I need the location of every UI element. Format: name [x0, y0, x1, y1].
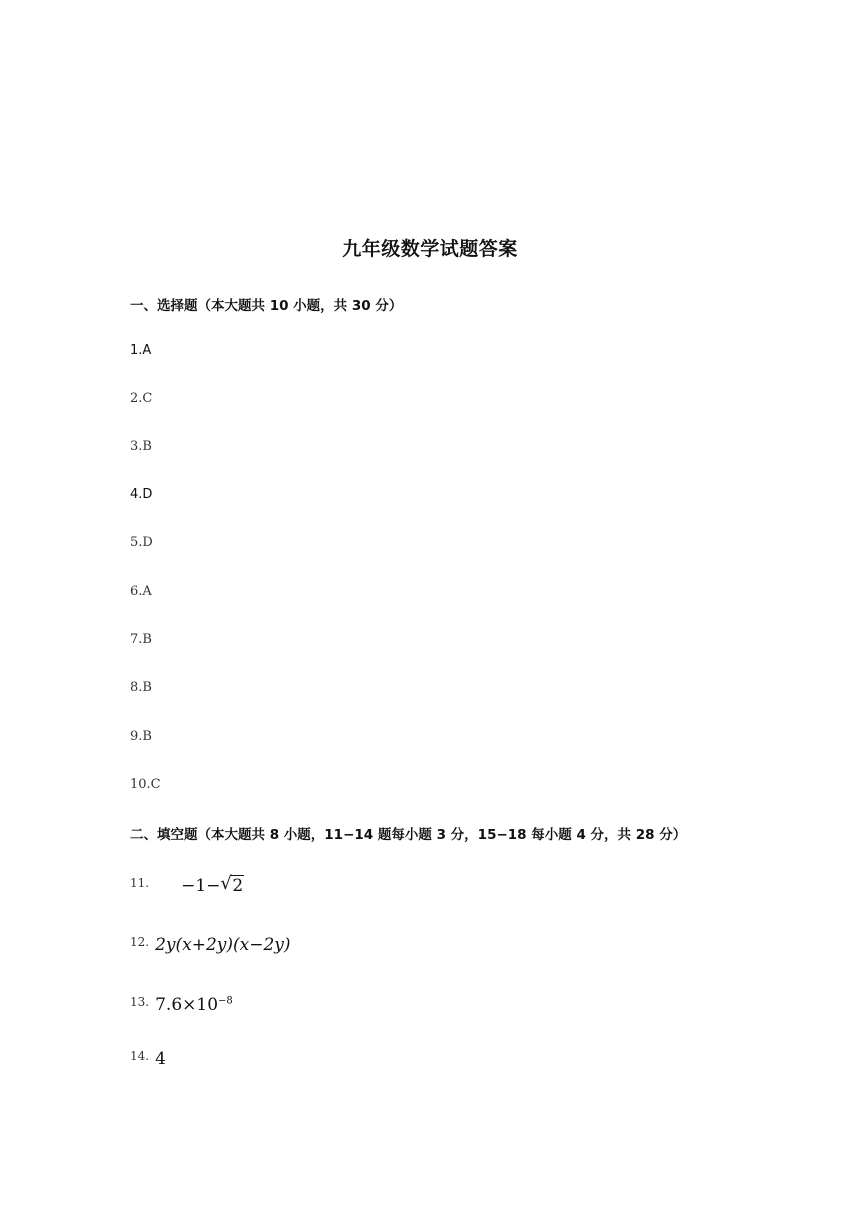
answer-1: 1.A — [130, 343, 152, 358]
answer-10: 10.C — [130, 777, 161, 792]
answer-13-exponent: −8 — [218, 995, 233, 1007]
item-number: 13. — [130, 995, 150, 1009]
answer-6: 6.A — [130, 584, 152, 599]
item-number: 14. — [130, 1049, 150, 1063]
answer-3: 3.B — [130, 439, 152, 454]
answer-11-radicand: 2 — [232, 876, 244, 896]
answer-11-formula — [181, 873, 244, 896]
sqrt-symbol: √ 2 — [220, 873, 244, 896]
answer-2: 2.C — [130, 391, 153, 406]
answer-12-formula: 2y(x+2y)(x−2y) — [155, 935, 291, 955]
fill-item-13 — [130, 995, 233, 1015]
answer-9: 9.B — [130, 729, 152, 744]
section-2-heading: 二、填空题（本大题共 8 小题，11−14 题每小题 3 分，15−18 每小题 4 分，共 28 分） — [130, 827, 687, 843]
section-1-heading: 一、选择题（本大题共 10 小题，共 30 分） — [130, 298, 403, 314]
answer-7: 7.B — [130, 632, 152, 647]
fill-item-12 — [130, 935, 291, 955]
answer-13-formula — [155, 995, 233, 1015]
item-number: 12. — [130, 935, 150, 949]
fill-item-14 — [130, 1049, 166, 1069]
fill-item-11 — [130, 873, 244, 896]
answer-8: 8.B — [130, 680, 152, 695]
answer-13-mantissa: 7.6×10 — [155, 995, 219, 1015]
page-title: 九年级数学试题答案 — [342, 238, 518, 260]
answer-5: 5.D — [130, 535, 153, 550]
answer-4: 4.D — [130, 487, 153, 502]
answer-14-value: 4 — [155, 1049, 166, 1069]
item-number: 11. — [130, 876, 150, 890]
answer-11-prefix: −1− — [181, 876, 221, 896]
